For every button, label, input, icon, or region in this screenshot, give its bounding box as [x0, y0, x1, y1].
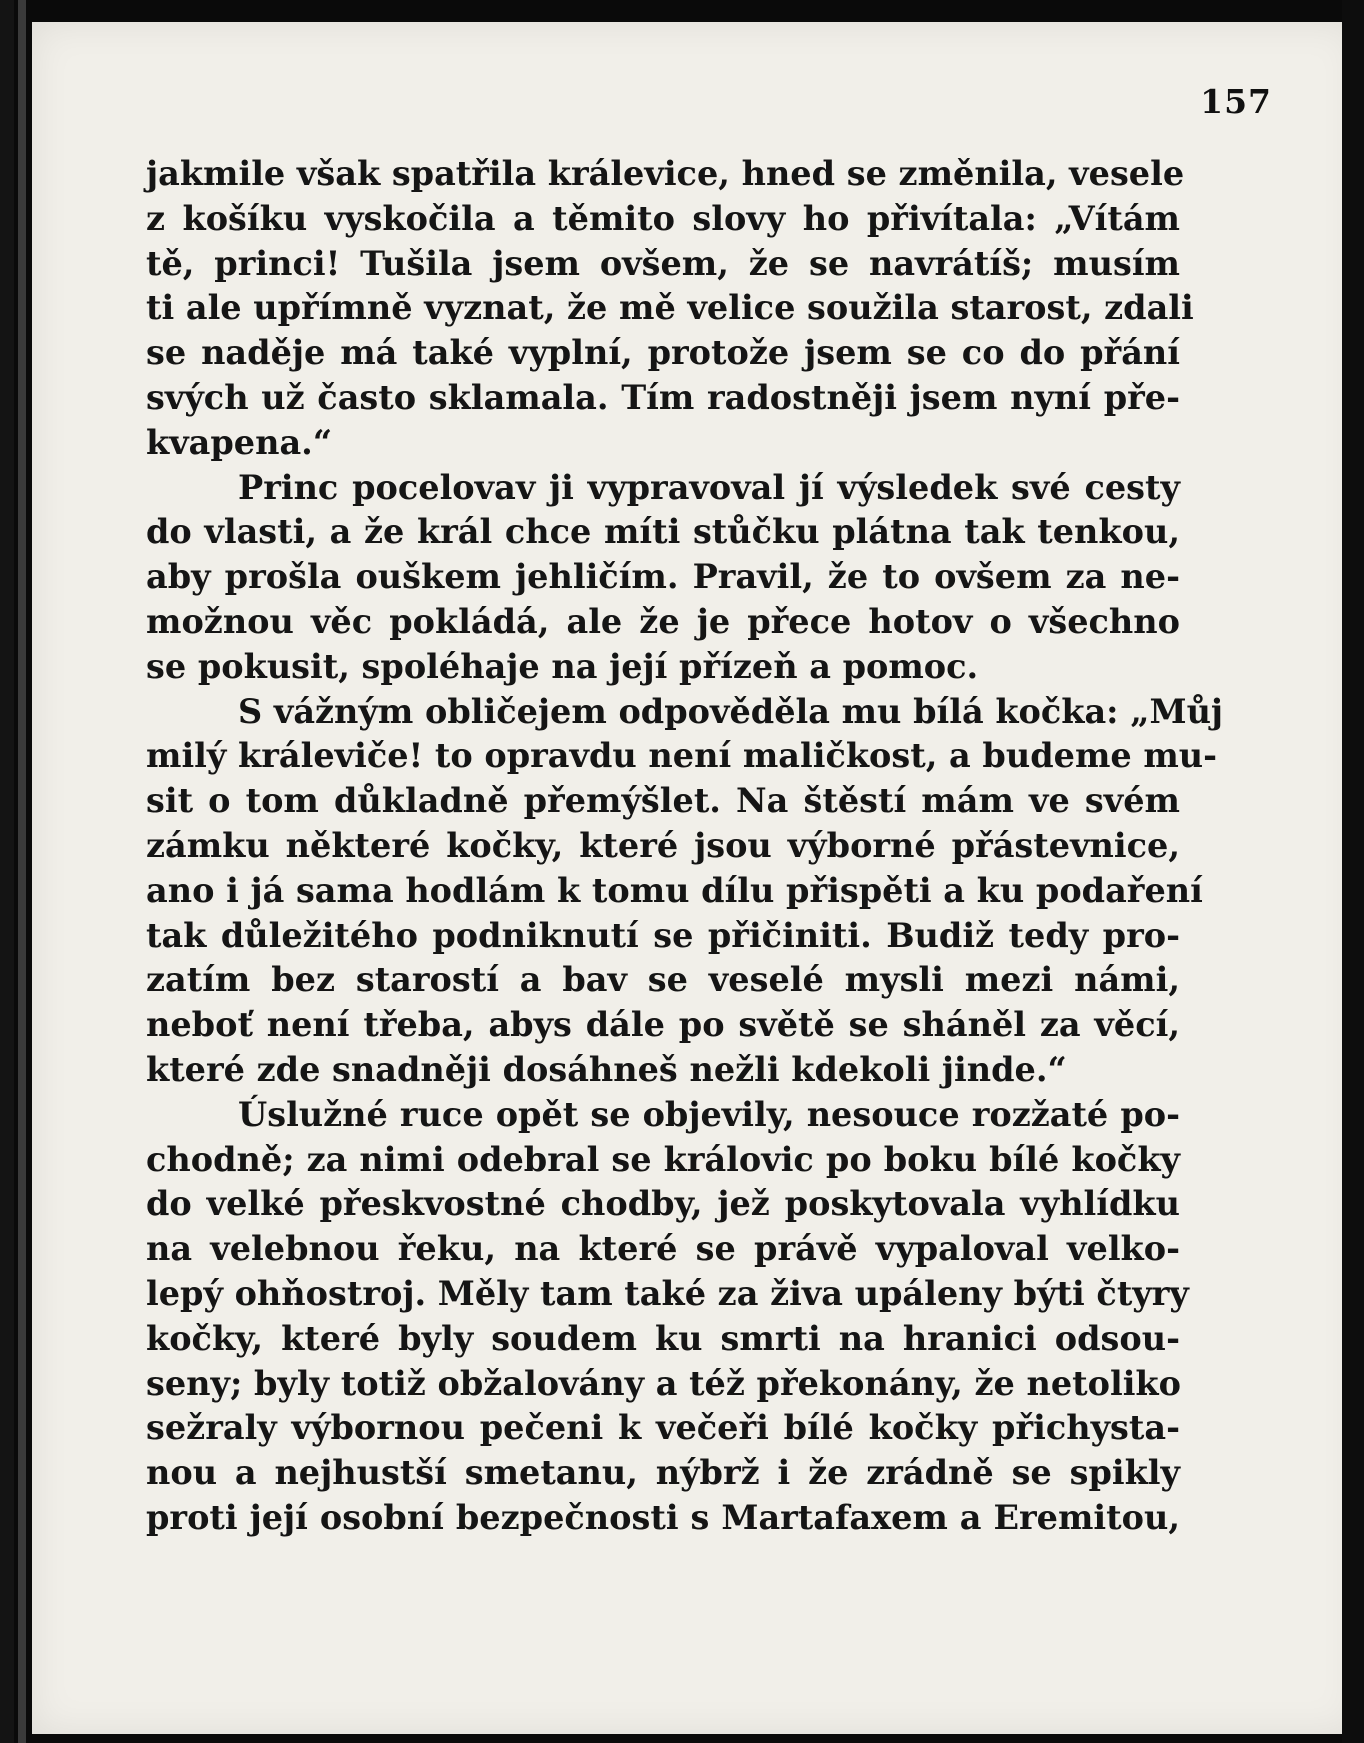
text-line: tě, princi! Tušila jsem ovšem, že se navrátíš; musím [146, 243, 1180, 283]
text-line: ano i já sama hodlám k tomu dílu přispěti a ku podaření [146, 870, 1203, 910]
text-line: seny; byly totiž obžalovány a též překonány, že netoliko [146, 1363, 1181, 1403]
scan-left-gutter [18, 0, 26, 1743]
text-line: kvapena.“ [146, 422, 333, 462]
text-line: S vážným obličejem odpověděla mu bílá kočka: „Můj [238, 691, 1224, 731]
text-line: jakmile však spatřila králevice, hned se změnila, vesele [146, 154, 1185, 193]
text-line: aby prošla ouškem jehličím. Pravil, že to ovšem za ne- [146, 557, 1180, 597]
text-line: chodně; za nimi odebral se královic po boku bílé kočky [146, 1139, 1180, 1179]
text-line: které zde snadněji dosáhneš nežli kdekoli jinde.“ [146, 1049, 1067, 1089]
text-line: z košíku vyskočila a těmito slovy ho přivítala: „Vítám [146, 198, 1180, 238]
scan-left-border [0, 0, 14, 1743]
text-line: do velké přeskvostné chodby, jež poskytovala vyhlídku [146, 1184, 1180, 1224]
text-line: zámku některé kočky, které jsou výborné přástevnice, [146, 825, 1180, 865]
text-line: svých už často sklamala. Tím radostněji jsem nyní pře- [146, 377, 1180, 417]
text-line: lepý ohňostroj. Měly tam také za živa upáleny býti čtyry [146, 1273, 1189, 1313]
text-line: sit o tom důkladně přemýšlet. Na štěstí mám ve svém [146, 781, 1180, 821]
text-line: milý králeviče! to opravdu není maličkost, a budeme mu- [146, 736, 1218, 776]
text-line: ti ale upřímně vyznat, že mě velice soužila starost, zdali [146, 288, 1194, 328]
text-line: neboť není třeba, abys dále po světě se sháněl za věcí, [146, 1005, 1180, 1045]
scan-right-border [1342, 0, 1364, 1743]
text-line: proti její osobní bezpečnosti s Martafaxem a Eremitou, [146, 1497, 1180, 1537]
text-line: Úslužné ruce opět se objevily, nesouce rozžaté po- [238, 1094, 1180, 1134]
text-line: se pokusit, spoléhaje na její přízeň a pomoc. [146, 646, 979, 686]
text-line: tak důležitého podniknutí se přičiniti. Budiž tedy pro- [146, 915, 1180, 955]
body-text [146, 152, 1224, 1541]
text-line: zatím bez starostí a bav se veselé mysli mezi námi, [146, 960, 1180, 1000]
text-line: Princ pocelovav ji vypravoval jí výsledek své cesty [238, 467, 1180, 507]
page-number: 157 [1200, 82, 1272, 121]
text-line: se naděje má také vyplní, protože jsem se co do přání [146, 333, 1180, 373]
text-line: do vlasti, a že král chce míti stůčku plátna tak tenkou, [146, 512, 1180, 552]
text-line: možnou věc pokládá, ale že je přece hotov o všechno [146, 601, 1180, 641]
text-line: nou a nejhustší smetanu, nýbrž i že zrádně se spikly [146, 1453, 1180, 1493]
text-line: na velebnou řeku, na které se právě vypaloval velko- [146, 1229, 1180, 1269]
text-line: sežraly výbornou pečeni k večeři bílé kočky přichysta- [146, 1408, 1180, 1448]
text-line: kočky, které byly soudem ku smrti na hranici odsou- [146, 1318, 1180, 1358]
